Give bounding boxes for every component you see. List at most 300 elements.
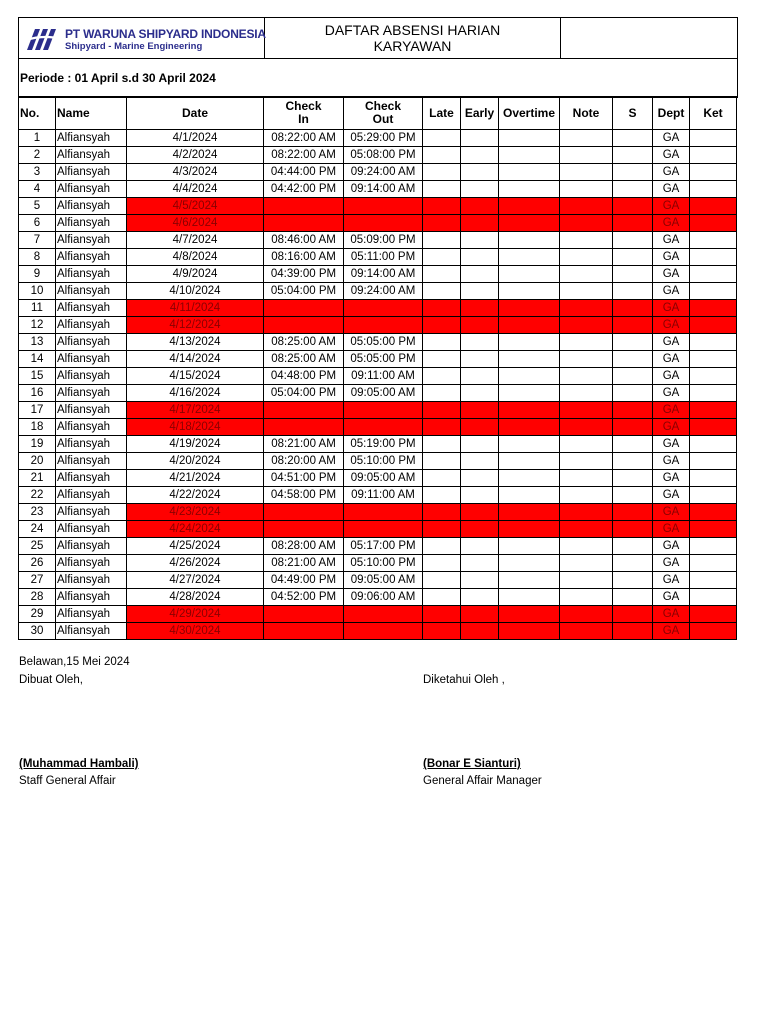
- cell-overtime: [499, 130, 560, 147]
- cell-overtime: [499, 147, 560, 164]
- made-by-label: Dibuat Oleh,: [19, 674, 83, 686]
- cell-early: [461, 555, 499, 572]
- cell-date: 4/11/2024: [127, 300, 264, 317]
- cell-s: [613, 147, 653, 164]
- table-row: [19, 402, 737, 419]
- cell-name: Alfiansyah: [56, 419, 127, 436]
- cell-name: Alfiansyah: [56, 521, 127, 538]
- cell-name: Alfiansyah: [56, 470, 127, 487]
- header-blank-cell: [561, 18, 738, 59]
- cell-late: [423, 300, 461, 317]
- cell-early: [461, 198, 499, 215]
- cell-early: [461, 538, 499, 555]
- table-row: [19, 232, 737, 249]
- cell-check-out: [344, 215, 423, 232]
- cell-check-out: [344, 317, 423, 334]
- cell-name: Alfiansyah: [56, 181, 127, 198]
- cell-late: [423, 181, 461, 198]
- table-row: [19, 215, 737, 232]
- cell-dept: GA: [653, 419, 690, 436]
- cell-overtime: [499, 266, 560, 283]
- cell-note: [560, 368, 613, 385]
- cell-name: Alfiansyah: [56, 368, 127, 385]
- cell-no: 16: [19, 385, 56, 402]
- cell-early: [461, 249, 499, 266]
- cell-no: 28: [19, 589, 56, 606]
- cell-s: [613, 368, 653, 385]
- cell-date: 4/25/2024: [127, 538, 264, 555]
- cell-date: 4/1/2024: [127, 130, 264, 147]
- table-row: [19, 606, 737, 623]
- cell-no: 10: [19, 283, 56, 300]
- cell-name: Alfiansyah: [56, 283, 127, 300]
- cell-ket: [690, 606, 737, 623]
- cell-late: [423, 351, 461, 368]
- cell-late: [423, 215, 461, 232]
- cell-note: [560, 436, 613, 453]
- cell-early: [461, 164, 499, 181]
- cell-check-out: 05:09:00 PM: [344, 232, 423, 249]
- cell-s: [613, 419, 653, 436]
- check-out-line-1: Check: [364, 99, 402, 113]
- cell-date: 4/23/2024: [127, 504, 264, 521]
- cell-check-in: [264, 300, 344, 317]
- logo-cell: [19, 18, 265, 59]
- cell-no: 30: [19, 623, 56, 640]
- check-in-line-1: Check: [285, 99, 322, 113]
- cell-check-in: 04:48:00 PM: [264, 368, 344, 385]
- col-overtime-header: Overtime: [499, 97, 560, 130]
- cell-overtime: [499, 572, 560, 589]
- cell-early: [461, 266, 499, 283]
- cell-overtime: [499, 487, 560, 504]
- cell-check-out: 05:11:00 PM: [344, 249, 423, 266]
- document-title: [265, 18, 561, 59]
- cell-overtime: [499, 164, 560, 181]
- cell-name: Alfiansyah: [56, 266, 127, 283]
- cell-no: 9: [19, 266, 56, 283]
- table-row: [19, 130, 737, 147]
- cell-early: [461, 181, 499, 198]
- cell-no: 19: [19, 436, 56, 453]
- table-body: [19, 130, 737, 640]
- table-row: [19, 300, 737, 317]
- cell-s: [613, 249, 653, 266]
- cell-note: [560, 538, 613, 555]
- cell-ket: [690, 538, 737, 555]
- cell-s: [613, 402, 653, 419]
- cell-note: [560, 572, 613, 589]
- cell-note: [560, 623, 613, 640]
- cell-no: 8: [19, 249, 56, 266]
- company-tagline: Shipyard - Marine Engineering: [65, 41, 203, 52]
- cell-date: 4/28/2024: [127, 589, 264, 606]
- cell-early: [461, 215, 499, 232]
- cell-ket: [690, 572, 737, 589]
- cell-name: Alfiansyah: [56, 538, 127, 555]
- cell-ket: [690, 351, 737, 368]
- cell-check-out: [344, 521, 423, 538]
- table-row: [19, 521, 737, 538]
- cell-dept: GA: [653, 606, 690, 623]
- cell-s: [613, 436, 653, 453]
- cell-dept: GA: [653, 436, 690, 453]
- check-in-line-2: In: [298, 112, 309, 126]
- cell-note: [560, 470, 613, 487]
- cell-overtime: [499, 198, 560, 215]
- cell-check-in: 08:22:00 AM: [264, 130, 344, 147]
- check-out-line-2: Out: [372, 112, 394, 126]
- cell-overtime: [499, 419, 560, 436]
- table-row: [19, 198, 737, 215]
- cell-check-out: [344, 623, 423, 640]
- cell-overtime: [499, 351, 560, 368]
- cell-no: 20: [19, 453, 56, 470]
- cell-note: [560, 266, 613, 283]
- cell-s: [613, 504, 653, 521]
- cell-note: [560, 521, 613, 538]
- cell-no: 7: [19, 232, 56, 249]
- cell-ket: [690, 215, 737, 232]
- table-row: [19, 317, 737, 334]
- cell-late: [423, 538, 461, 555]
- table-row: [19, 419, 737, 436]
- table-row: [19, 334, 737, 351]
- cell-note: [560, 130, 613, 147]
- cell-check-in: 04:49:00 PM: [264, 572, 344, 589]
- cell-late: [423, 232, 461, 249]
- cell-late: [423, 198, 461, 215]
- cell-check-in: 05:04:00 PM: [264, 283, 344, 300]
- cell-dept: GA: [653, 521, 690, 538]
- cell-late: [423, 555, 461, 572]
- cell-dept: GA: [653, 589, 690, 606]
- cell-check-out: 05:10:00 PM: [344, 453, 423, 470]
- cell-no: 2: [19, 147, 56, 164]
- cell-ket: [690, 368, 737, 385]
- signer-1-title: Staff General Affair: [19, 775, 116, 787]
- cell-late: [423, 453, 461, 470]
- cell-note: [560, 487, 613, 504]
- cell-s: [613, 589, 653, 606]
- cell-overtime: [499, 504, 560, 521]
- cell-check-out: 05:10:00 PM: [344, 555, 423, 572]
- cell-check-in: 04:44:00 PM: [264, 164, 344, 181]
- cell-dept: GA: [653, 623, 690, 640]
- cell-dept: GA: [653, 215, 690, 232]
- col-ket-header: Ket: [690, 97, 737, 130]
- cell-name: Alfiansyah: [56, 198, 127, 215]
- cell-dept: GA: [653, 283, 690, 300]
- cell-note: [560, 317, 613, 334]
- cell-date: 4/27/2024: [127, 572, 264, 589]
- cell-s: [613, 266, 653, 283]
- cell-early: [461, 436, 499, 453]
- cell-date: 4/26/2024: [127, 555, 264, 572]
- cell-late: [423, 147, 461, 164]
- cell-date: 4/20/2024: [127, 453, 264, 470]
- cell-check-out: 09:05:00 AM: [344, 470, 423, 487]
- cell-late: [423, 164, 461, 181]
- cell-date: 4/24/2024: [127, 521, 264, 538]
- cell-check-in: 08:28:00 AM: [264, 538, 344, 555]
- cell-check-out: [344, 504, 423, 521]
- cell-early: [461, 368, 499, 385]
- cell-late: [423, 470, 461, 487]
- cell-no: 12: [19, 317, 56, 334]
- cell-check-out: 05:08:00 PM: [344, 147, 423, 164]
- cell-dept: GA: [653, 538, 690, 555]
- cell-late: [423, 487, 461, 504]
- signer-2-title: General Affair Manager: [423, 775, 542, 787]
- cell-late: [423, 436, 461, 453]
- cell-late: [423, 249, 461, 266]
- cell-note: [560, 249, 613, 266]
- table-row: [19, 266, 737, 283]
- cell-date: 4/16/2024: [127, 385, 264, 402]
- company-name: PT WARUNA SHIPYARD INDONESIA: [65, 27, 266, 41]
- cell-s: [613, 555, 653, 572]
- cell-s: [613, 538, 653, 555]
- cell-check-out: 05:29:00 PM: [344, 130, 423, 147]
- col-check-out-header: [344, 97, 423, 130]
- cell-late: [423, 606, 461, 623]
- cell-check-in: 04:51:00 PM: [264, 470, 344, 487]
- cell-note: [560, 555, 613, 572]
- cell-check-out: 09:24:00 AM: [344, 283, 423, 300]
- cell-dept: GA: [653, 334, 690, 351]
- cell-ket: [690, 521, 737, 538]
- cell-no: 4: [19, 181, 56, 198]
- cell-late: [423, 504, 461, 521]
- cell-no: 15: [19, 368, 56, 385]
- cell-check-in: 08:46:00 AM: [264, 232, 344, 249]
- cell-s: [613, 232, 653, 249]
- cell-note: [560, 504, 613, 521]
- cell-ket: [690, 130, 737, 147]
- cell-early: [461, 317, 499, 334]
- cell-overtime: [499, 334, 560, 351]
- cell-overtime: [499, 538, 560, 555]
- cell-date: 4/7/2024: [127, 232, 264, 249]
- cell-date: 4/4/2024: [127, 181, 264, 198]
- cell-ket: [690, 232, 737, 249]
- col-dept-header: Dept: [653, 97, 690, 130]
- cell-overtime: [499, 606, 560, 623]
- cell-name: Alfiansyah: [56, 164, 127, 181]
- cell-overtime: [499, 385, 560, 402]
- cell-ket: [690, 555, 737, 572]
- cell-check-in: [264, 402, 344, 419]
- col-early-header: Early: [461, 97, 499, 130]
- cell-date: 4/15/2024: [127, 368, 264, 385]
- cell-dept: GA: [653, 351, 690, 368]
- cell-early: [461, 521, 499, 538]
- cell-no: 5: [19, 198, 56, 215]
- cell-note: [560, 334, 613, 351]
- cell-note: [560, 215, 613, 232]
- cell-check-in: [264, 623, 344, 640]
- attendance-table: [18, 96, 737, 640]
- cell-early: [461, 504, 499, 521]
- title-line-2: KARYAWAN: [373, 38, 452, 54]
- cell-early: [461, 470, 499, 487]
- cell-late: [423, 317, 461, 334]
- cell-ket: [690, 470, 737, 487]
- cell-check-out: 09:14:00 AM: [344, 266, 423, 283]
- table-row: [19, 453, 737, 470]
- cell-ket: [690, 300, 737, 317]
- cell-date: 4/5/2024: [127, 198, 264, 215]
- cell-ket: [690, 317, 737, 334]
- cell-check-out: [344, 606, 423, 623]
- table-row: [19, 147, 737, 164]
- cell-s: [613, 521, 653, 538]
- cell-s: [613, 300, 653, 317]
- cell-note: [560, 419, 613, 436]
- cell-name: Alfiansyah: [56, 334, 127, 351]
- cell-dept: GA: [653, 249, 690, 266]
- cell-late: [423, 385, 461, 402]
- cell-ket: [690, 147, 737, 164]
- cell-check-in: 04:39:00 PM: [264, 266, 344, 283]
- cell-check-out: 09:05:00 AM: [344, 572, 423, 589]
- cell-no: 23: [19, 504, 56, 521]
- cell-ket: [690, 487, 737, 504]
- cell-name: Alfiansyah: [56, 402, 127, 419]
- cell-late: [423, 572, 461, 589]
- table-row: [19, 385, 737, 402]
- cell-date: 4/14/2024: [127, 351, 264, 368]
- cell-late: [423, 623, 461, 640]
- cell-dept: GA: [653, 470, 690, 487]
- cell-early: [461, 334, 499, 351]
- cell-check-out: 09:14:00 AM: [344, 181, 423, 198]
- col-s-header: S: [613, 97, 653, 130]
- cell-name: Alfiansyah: [56, 572, 127, 589]
- table-row: [19, 368, 737, 385]
- cell-early: [461, 419, 499, 436]
- cell-no: 26: [19, 555, 56, 572]
- cell-ket: [690, 198, 737, 215]
- cell-ket: [690, 181, 737, 198]
- cell-dept: GA: [653, 402, 690, 419]
- cell-name: Alfiansyah: [56, 385, 127, 402]
- cell-check-in: 04:52:00 PM: [264, 589, 344, 606]
- cell-s: [613, 317, 653, 334]
- cell-ket: [690, 385, 737, 402]
- cell-early: [461, 283, 499, 300]
- cell-date: 4/18/2024: [127, 419, 264, 436]
- cell-overtime: [499, 521, 560, 538]
- cell-note: [560, 453, 613, 470]
- cell-dept: GA: [653, 198, 690, 215]
- cell-early: [461, 487, 499, 504]
- cell-date: 4/12/2024: [127, 317, 264, 334]
- cell-no: 29: [19, 606, 56, 623]
- col-name-header: Name: [56, 97, 127, 130]
- cell-no: 27: [19, 572, 56, 589]
- cell-early: [461, 402, 499, 419]
- table-row: [19, 164, 737, 181]
- cell-check-in: [264, 521, 344, 538]
- cell-no: 3: [19, 164, 56, 181]
- cell-ket: [690, 283, 737, 300]
- cell-s: [613, 181, 653, 198]
- col-no-header: No.: [19, 97, 56, 130]
- cell-name: Alfiansyah: [56, 589, 127, 606]
- cell-overtime: [499, 215, 560, 232]
- cell-name: Alfiansyah: [56, 606, 127, 623]
- cell-no: 1: [19, 130, 56, 147]
- cell-overtime: [499, 623, 560, 640]
- cell-ket: [690, 623, 737, 640]
- cell-no: 11: [19, 300, 56, 317]
- cell-name: Alfiansyah: [56, 215, 127, 232]
- cell-overtime: [499, 283, 560, 300]
- table-row: [19, 623, 737, 640]
- table-row: [19, 436, 737, 453]
- cell-no: 24: [19, 521, 56, 538]
- signer-2-name: (Bonar E Sianturi): [423, 758, 521, 770]
- table-row: [19, 249, 737, 266]
- cell-early: [461, 232, 499, 249]
- cell-check-in: 05:04:00 PM: [264, 385, 344, 402]
- cell-s: [613, 198, 653, 215]
- cell-check-in: 08:20:00 AM: [264, 453, 344, 470]
- cell-dept: GA: [653, 181, 690, 198]
- cell-overtime: [499, 402, 560, 419]
- cell-s: [613, 283, 653, 300]
- cell-overtime: [499, 232, 560, 249]
- cell-name: Alfiansyah: [56, 232, 127, 249]
- cell-check-in: [264, 419, 344, 436]
- col-late-header: Late: [423, 97, 461, 130]
- cell-name: Alfiansyah: [56, 504, 127, 521]
- cell-overtime: [499, 300, 560, 317]
- cell-note: [560, 402, 613, 419]
- cell-date: 4/21/2024: [127, 470, 264, 487]
- cell-check-out: 05:05:00 PM: [344, 351, 423, 368]
- cell-date: 4/10/2024: [127, 283, 264, 300]
- cell-overtime: [499, 470, 560, 487]
- table-row: [19, 283, 737, 300]
- cell-check-in: 04:42:00 PM: [264, 181, 344, 198]
- cell-s: [613, 164, 653, 181]
- table-row: [19, 351, 737, 368]
- table-row: [19, 470, 737, 487]
- cell-name: Alfiansyah: [56, 436, 127, 453]
- cell-early: [461, 623, 499, 640]
- cell-early: [461, 385, 499, 402]
- cell-check-in: [264, 215, 344, 232]
- cell-late: [423, 130, 461, 147]
- cell-date: 4/6/2024: [127, 215, 264, 232]
- cell-note: [560, 147, 613, 164]
- cell-date: 4/17/2024: [127, 402, 264, 419]
- table-row: [19, 538, 737, 555]
- cell-check-out: 05:17:00 PM: [344, 538, 423, 555]
- cell-s: [613, 334, 653, 351]
- cell-overtime: [499, 436, 560, 453]
- cell-no: 6: [19, 215, 56, 232]
- col-note-header: Note: [560, 97, 613, 130]
- cell-check-out: 09:11:00 AM: [344, 487, 423, 504]
- cell-date: 4/19/2024: [127, 436, 264, 453]
- cell-s: [613, 606, 653, 623]
- cell-note: [560, 283, 613, 300]
- cell-early: [461, 147, 499, 164]
